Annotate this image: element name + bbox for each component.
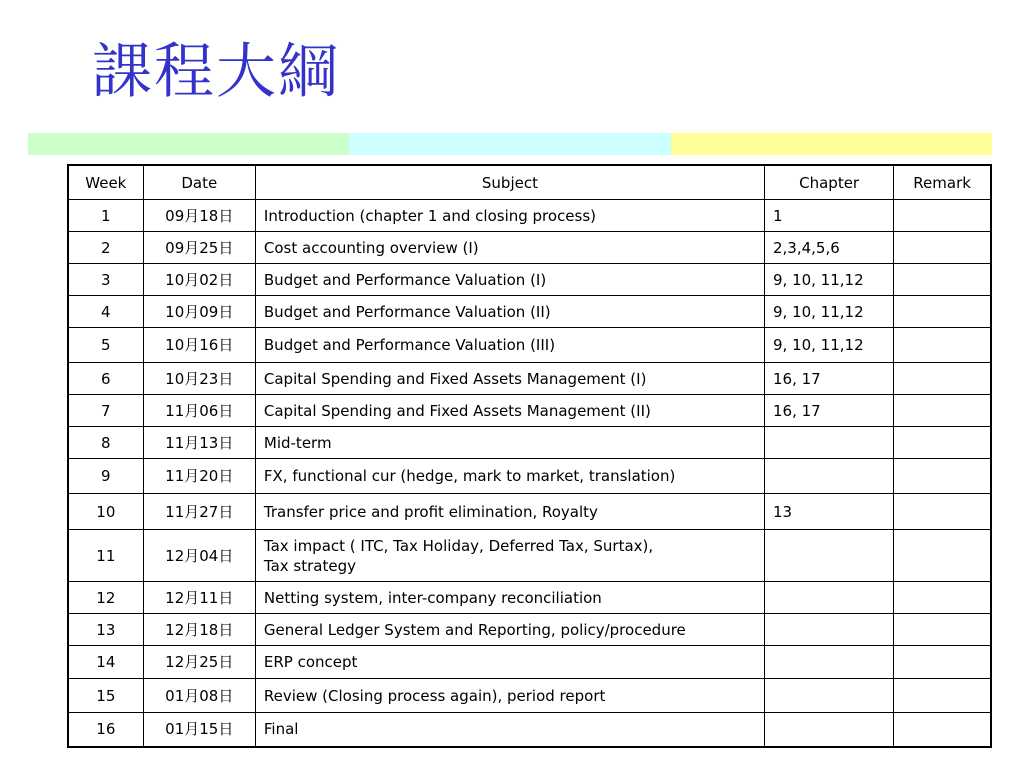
cell-week: 10 [68,494,143,530]
cell-chapter [764,614,893,646]
cell-week: 14 [68,646,143,679]
cell-subject: ERP concept [255,646,764,679]
cell-subject: Budget and Performance Valuation (I) [255,264,764,296]
table-header [68,165,991,200]
cell-subject: Budget and Performance Valuation (III) [255,328,764,363]
cell-chapter: 9, 10, 11,12 [764,264,893,296]
table-row [68,614,991,646]
table-row [68,427,991,459]
cell-chapter [764,530,893,582]
cell-subject: Introduction (chapter 1 and closing process) [255,200,764,232]
cell-chapter: 2,3,4,5,6 [764,232,893,264]
cell-remark [894,363,991,395]
cell-subject: General Ledger System and Reporting, policy/procedure [255,614,764,646]
course-schedule-table [67,164,992,748]
cell-remark [894,459,991,494]
page-title: 課程大綱 [92,37,340,107]
header-week: Week [68,165,143,200]
cell-remark [894,679,991,713]
cell-week: 11 [68,530,143,582]
table-body [68,200,991,747]
cell-subject: Tax impact ( ITC, Tax Holiday, Deferred Tax, Surtax), Tax strategy [255,530,764,582]
cell-remark [894,395,991,427]
cell-week: 13 [68,614,143,646]
cell-chapter: 16, 17 [764,363,893,395]
cell-chapter [764,582,893,614]
cell-date: 12月25日 [143,646,255,679]
cell-subject: FX, functional cur (hedge, mark to market, translation) [255,459,764,494]
cell-subject: Cost accounting overview (I) [255,232,764,264]
header-chapter: Chapter [764,165,893,200]
cell-week: 8 [68,427,143,459]
cell-remark [894,264,991,296]
cell-chapter [764,679,893,713]
cell-chapter [764,713,893,747]
cell-week: 7 [68,395,143,427]
cell-date: 12月18日 [143,614,255,646]
table-row [68,264,991,296]
cell-date: 01月08日 [143,679,255,713]
cell-subject: Final [255,713,764,747]
table-row [68,494,991,530]
cell-date: 10月23日 [143,363,255,395]
cell-remark [894,328,991,363]
cell-week: 1 [68,200,143,232]
cell-date: 12月04日 [143,530,255,582]
cell-date: 09月18日 [143,200,255,232]
table-header-row [68,165,991,200]
table-row [68,459,991,494]
cell-date: 09月25日 [143,232,255,264]
cell-chapter: 16, 17 [764,395,893,427]
cell-week: 3 [68,264,143,296]
cell-date: 11月06日 [143,395,255,427]
cell-week: 16 [68,713,143,747]
table-row [68,395,991,427]
cell-subject: Capital Spending and Fixed Assets Management (I) [255,363,764,395]
cell-remark [894,713,991,747]
table-row [68,328,991,363]
cell-remark [894,494,991,530]
cell-week: 4 [68,296,143,328]
cell-week: 12 [68,582,143,614]
header-subject: Subject [255,165,764,200]
cell-remark [894,646,991,679]
cell-date: 10月16日 [143,328,255,363]
cell-week: 2 [68,232,143,264]
table-row [68,646,991,679]
cell-subject: Transfer price and profit elimination, Royalty [255,494,764,530]
cell-week: 5 [68,328,143,363]
color-bar-segment-green [28,133,349,155]
decorative-color-bar [28,133,992,155]
table-row [68,530,991,582]
cell-subject: Capital Spending and Fixed Assets Management (II) [255,395,764,427]
header-date: Date [143,165,255,200]
cell-subject: Mid-term [255,427,764,459]
color-bar-segment-cyan [349,133,670,155]
cell-remark [894,530,991,582]
cell-chapter [764,427,893,459]
cell-remark [894,582,991,614]
cell-chapter: 9, 10, 11,12 [764,296,893,328]
cell-remark [894,427,991,459]
cell-remark [894,232,991,264]
cell-date: 11月20日 [143,459,255,494]
cell-week: 6 [68,363,143,395]
cell-date: 10月02日 [143,264,255,296]
cell-remark [894,200,991,232]
cell-week: 9 [68,459,143,494]
table-row [68,200,991,232]
table-row [68,363,991,395]
cell-chapter [764,646,893,679]
cell-week: 15 [68,679,143,713]
cell-subject: Netting system, inter-company reconciliation [255,582,764,614]
cell-date: 12月11日 [143,582,255,614]
table-row [68,296,991,328]
color-bar-segment-yellow [671,133,992,155]
header-remark: Remark [894,165,991,200]
cell-chapter: 1 [764,200,893,232]
table-row [68,582,991,614]
cell-subject: Budget and Performance Valuation (II) [255,296,764,328]
cell-remark [894,296,991,328]
cell-date: 11月13日 [143,427,255,459]
table-row [68,713,991,747]
cell-chapter: 13 [764,494,893,530]
cell-date: 01月15日 [143,713,255,747]
cell-chapter: 9, 10, 11,12 [764,328,893,363]
cell-date: 10月09日 [143,296,255,328]
cell-remark [894,614,991,646]
cell-chapter [764,459,893,494]
cell-date: 11月27日 [143,494,255,530]
cell-subject: Review (Closing process again), period report [255,679,764,713]
table-row [68,232,991,264]
table-row [68,679,991,713]
